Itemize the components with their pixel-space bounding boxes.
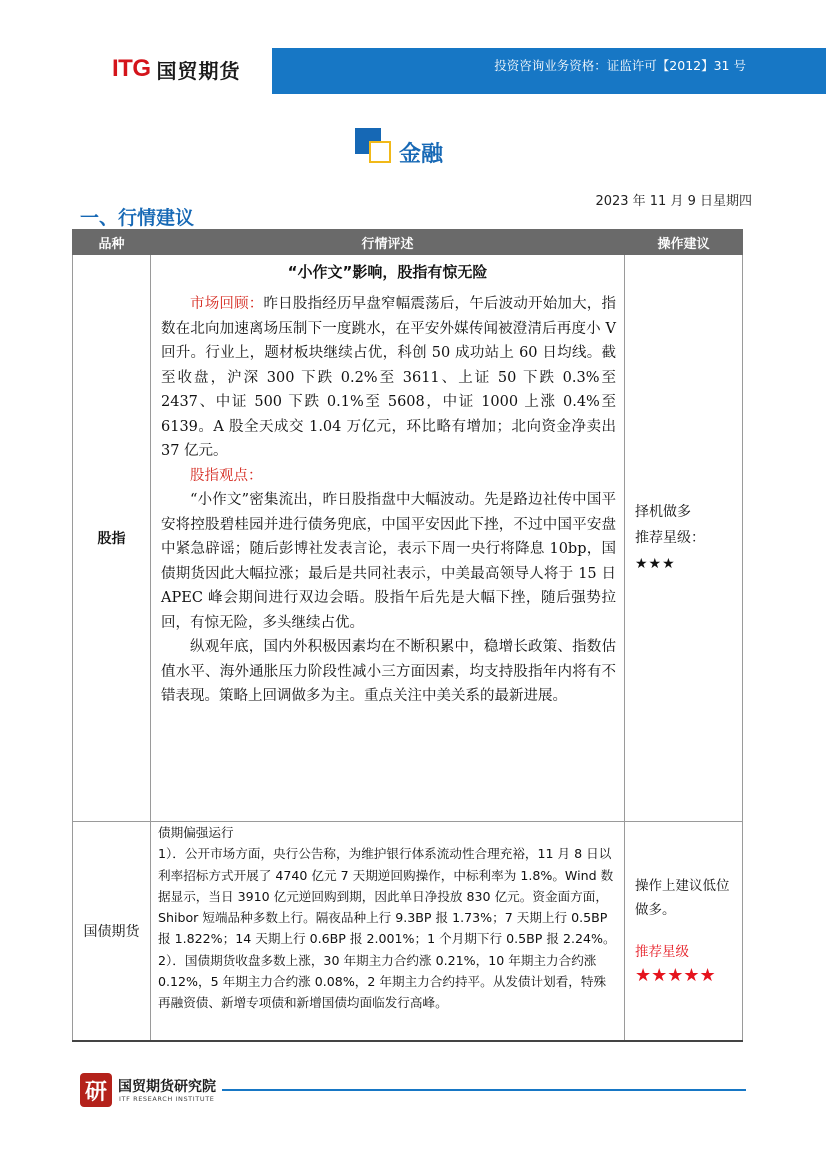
star-rating-icon: ★★★★★ bbox=[635, 965, 716, 986]
title-square-outline-icon bbox=[369, 141, 391, 163]
advice-text: 择机做多 bbox=[635, 504, 691, 520]
recommendation-table bbox=[72, 229, 743, 1042]
logo-cn-text: 国贸期货 bbox=[156, 58, 241, 83]
logo-itg-text: ITG bbox=[112, 55, 151, 82]
license-text: 投资咨询业务资格：证监许可【2012】31 号 bbox=[494, 58, 746, 73]
paragraph-label: 市场回顾： bbox=[190, 296, 264, 312]
research-institute-name-en: ITF RESEARCH INSTITUTE bbox=[119, 1095, 215, 1103]
col-header-commentary: 行情评述 bbox=[151, 230, 625, 255]
rating-label: 推荐星级： bbox=[635, 530, 705, 546]
advice-cell bbox=[625, 822, 743, 1042]
paragraph bbox=[161, 292, 616, 464]
company-logo bbox=[112, 55, 241, 83]
commentary-headline: “小作文”影响，股指有惊无险 bbox=[287, 263, 488, 281]
rating-label: 推荐星级 bbox=[635, 944, 689, 960]
advice-text: 操作上建议低位做多。 bbox=[635, 878, 730, 918]
table-row bbox=[73, 822, 743, 1042]
table-row bbox=[73, 255, 743, 822]
paragraph-label: 股指观点： bbox=[190, 467, 263, 484]
star-rating-icon: ★★★ bbox=[635, 556, 676, 572]
commentary-cell bbox=[151, 822, 625, 1042]
title-text: 金融 bbox=[399, 142, 444, 167]
kind-cell: 国债期货 bbox=[73, 822, 151, 1042]
paragraph bbox=[161, 464, 616, 489]
footer-divider bbox=[222, 1089, 746, 1091]
col-header-advice: 操作建议 bbox=[625, 230, 743, 255]
advice-content bbox=[625, 874, 742, 988]
commentary-body bbox=[151, 822, 624, 1014]
paragraph: “小作文”密集流出，昨日股指盘中大幅波动。先是路边社传中国平安将控股碧桂园并进行债务兜底，中国平安因此下挫，不过中国平安盘中紧急辟谣；随后彭博社发表言论，表示下周一央行将降息 10bp，国债期货因此大幅拉涨；最后是共同社表示，中美最高领导人将于 15 日 APEC 峰会期间进行双边会晤。股指午后先是大幅下挫，随后强势拉回，有惊无险，多头继续占优。 bbox=[161, 492, 616, 631]
col-header-kind: 品种 bbox=[73, 230, 151, 255]
kind-cell: 股指 bbox=[73, 255, 151, 822]
section-heading: 一、行情建议 bbox=[80, 207, 195, 229]
paragraph: 2）．国债期货收盘多数上涨，30 年期主力合约涨 0.21%，10 年期主力合约涨 0.12%，5 年期主力合约涨 0.08%，2 年期主力合约持平。从发债计划看，特殊再融资债、新增专项债和新增国债均面临发行高峰。 bbox=[158, 952, 607, 1011]
paragraph-text: 昨日股指经历早盘窄幅震荡后，午后波动开始加大，指数在北向加速离场压制下一度跳水，在平安外媒传闻被澄清后再度小 V 回升。行业上，题材板块继续占优，科创 50 成功站上 60 日均线。截至收盘，沪深 300 下跌 0.2%至 3611、上证 50 下跌 0.3%至 2437、中证 500 下跌 0.1%至 5608，中证 1000 上涨 0.4%至 6139。A 股全天成交 1.04 万亿元，环比略有增加；北向资金净卖出 37 亿元。 bbox=[161, 296, 617, 459]
report-date: 2023 年 11 月 9 日星期四 bbox=[595, 194, 752, 209]
paragraph: 纵观年底，国内外积极因素均在不断积累中，稳增长政策、指数估值水平、海外通胀压力阶段性减小三方面因素，均支持股指年内将有不错表现。策略上回调做多为主。重点关注中美关系的最新进展。 bbox=[161, 639, 616, 704]
research-institute-name: 国贸期货研究院 bbox=[118, 1079, 216, 1095]
advice-content bbox=[625, 499, 742, 577]
commentary-body bbox=[151, 292, 624, 709]
paragraph: 1）．公开市场方面，央行公告称，为维护银行体系流动性合理充裕，11 月 8 日以利率招标方式开展了 4740 亿元 7 天期逆回购操作，中标利率为 1.8%。Wind 数据显示，当日 3910 亿元逆回购到期，因此单日净投放 830 亿元。资金面方面，Shibor 短端品种多数上行。隔夜品种上行 9.3BP 报 1.73%；7 天期上行 0.5BP 报 1.822%；14 天期上行 0.6BP 报 2.001%；1 个月期下行 0.5BP 报 2.24%。 bbox=[158, 846, 616, 947]
advice-cell bbox=[625, 255, 743, 822]
table-header-row bbox=[73, 230, 743, 255]
research-institute-logo-icon: 研 bbox=[80, 1073, 112, 1107]
commentary-cell bbox=[151, 255, 625, 822]
commentary-headline: 债期偏强运行 bbox=[158, 825, 234, 840]
